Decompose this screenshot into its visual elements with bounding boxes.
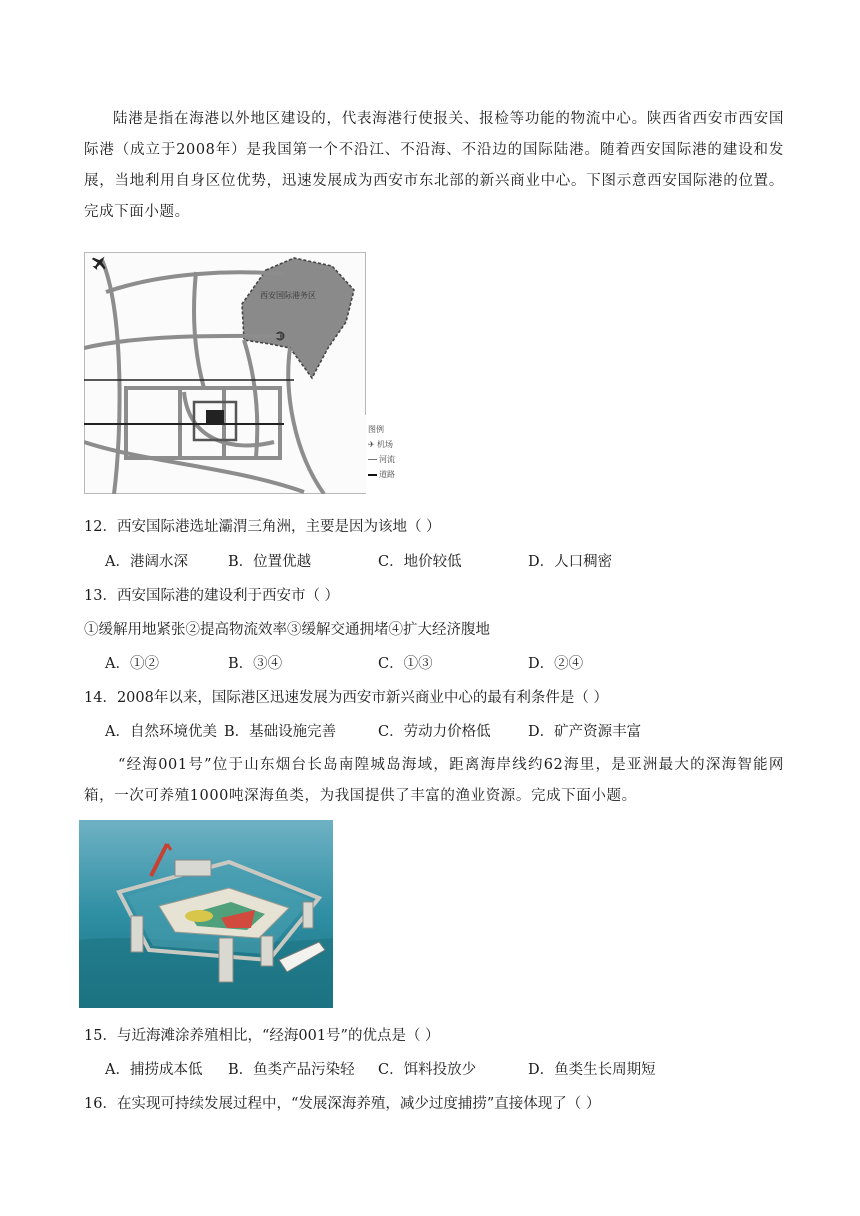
question-15: 15．与近海滩涂养殖相比，“经海001号”的优点是（ ） xyxy=(84,1028,440,1044)
option-a: A．自然环境优美 xyxy=(105,724,217,740)
map-legend xyxy=(368,422,408,482)
option-d: D．矿产资源丰富 xyxy=(528,724,642,740)
passage-2: “经海001号”位于山东烟台长岛南隍城岛海域，距离海岸线约62海里，是亚洲最大的深海智能网箱，一次可养殖1000吨深海鱼类，为我国提供了丰富的渔业资源。完成下面小题。 xyxy=(84,757,784,804)
legend-airport: ✈ 机场 xyxy=(368,437,408,452)
legend-road: 道路 xyxy=(368,467,408,482)
river-line-icon xyxy=(368,459,377,460)
option-b: B．位置优越 xyxy=(228,554,312,570)
map-figure xyxy=(84,252,395,494)
option-b: B．鱼类产品污染轻 xyxy=(228,1062,355,1078)
fish-farm-photo-svg xyxy=(79,820,333,1008)
option-a: A．捕捞成本低 xyxy=(105,1062,203,1078)
option-c: C．劳动力价格低 xyxy=(378,724,491,740)
road-line-icon xyxy=(368,474,377,476)
option-d: D．②④ xyxy=(528,656,584,672)
option-c: C．地价较低 xyxy=(378,554,462,570)
option-a: A．①② xyxy=(105,656,159,672)
port-zone-label: 西安国际港务区 xyxy=(260,291,316,300)
question-16: 16．在实现可持续发展过程中，“发展深海养殖，减少过度捕捞”直接体现了（ ） xyxy=(84,1096,601,1112)
legend-title: 图例 xyxy=(368,425,384,434)
option-b: B．③④ xyxy=(228,656,283,672)
legend-river: 河流 xyxy=(368,452,408,467)
question-14: 14．2008年以来，国际港区迅速发展为西安市新兴商业中心的最有利条件是（ ） xyxy=(84,690,608,706)
question-13: 13．西安国际港的建设利于西安市（ ） xyxy=(84,588,340,604)
question-13-statements: ①缓解用地紧张②提高物流效率③缓解交通拥堵④扩大经济腹地 xyxy=(84,622,490,638)
option-a: A．港阔水深 xyxy=(105,554,188,570)
xian-port-map xyxy=(84,252,366,494)
option-c: C．饵料投放少 xyxy=(378,1062,477,1078)
option-d: D．人口稠密 xyxy=(528,554,613,570)
question-12: 12．西安国际港选址灞渭三角洲，主要是因为该地（ ） xyxy=(84,519,441,535)
option-b: B．基础设施完善 xyxy=(224,724,337,740)
passage-1: 陆港是指在海港以外地区建设的，代表海港行使报关、报检等功能的物流中心。陕西省西安市西安国际港（成立于2008年）是我国第一个不沿江、不沿海、不沿边的国际陆港。随着西安国际港的建设和发展，当地利用自身区位优势，迅速发展成为西安市东北部的新兴商业中心。下图示意西安国际港的位置。完成下面小题。 xyxy=(84,111,784,220)
airplane-icon: ✈ xyxy=(368,440,375,449)
fish-farm-photo xyxy=(79,820,333,1008)
option-d: D．鱼类生长周期短 xyxy=(528,1062,656,1078)
option-c: C．①③ xyxy=(378,656,433,672)
